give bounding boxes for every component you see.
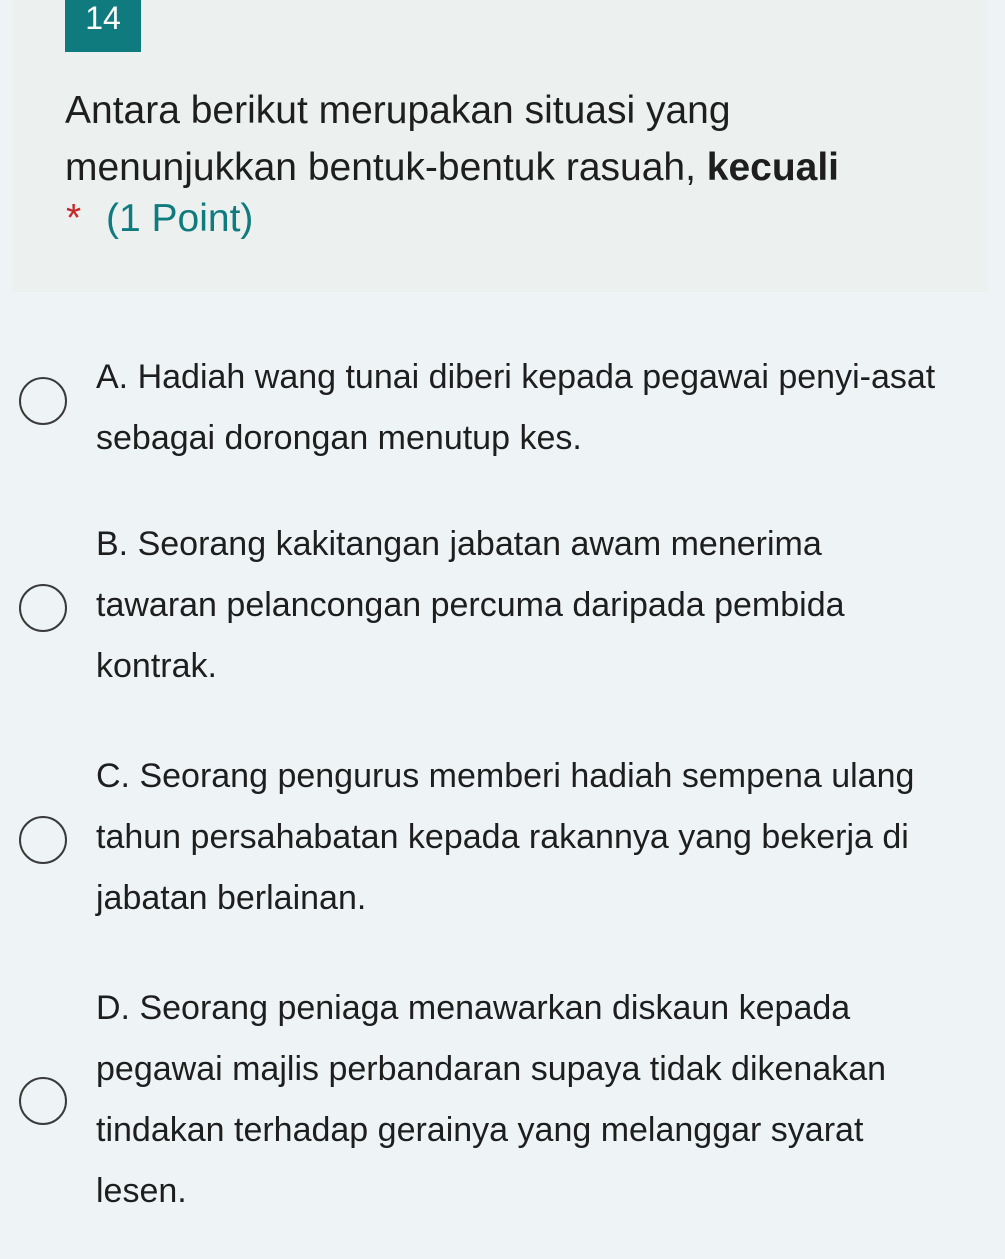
option-c-label: C. Seorang pengurus memberi hadiah sempena ulang tahun persahabatan kepada rakannya yang bekerja di jabatan berlainan.: [96, 757, 915, 917]
option-a-label: A. Hadiah wang tunai diberi kepada pegawai penyi-asat sebagai dorongan menutup kes.: [96, 358, 936, 457]
question-meta: [66, 190, 253, 247]
option-c-radio[interactable]: [19, 816, 67, 864]
option-b-radio[interactable]: [19, 584, 67, 632]
required-asterisk: *: [66, 197, 82, 240]
option-b-label: B. Seorang kakitangan jabatan awam menerima tawaran pelancongan percuma daripada pembida kontrak.: [96, 525, 845, 685]
option-c[interactable]: [0, 746, 1005, 929]
option-d-radio[interactable]: [19, 1077, 67, 1125]
option-a-radio[interactable]: [19, 377, 67, 425]
option-b[interactable]: [0, 514, 1005, 697]
question-text: [65, 82, 965, 196]
option-d-label: D. Seorang peniaga menawarkan diskaun kepada pegawai majlis perbandaran supaya tidak dikenakan tindakan terhadap gerainya yang melanggar syarat lesen.: [96, 989, 887, 1210]
question-points: (1 Point): [106, 197, 254, 240]
option-a[interactable]: [0, 347, 1005, 469]
question-text-emphasis: kecuali: [706, 146, 840, 189]
option-d[interactable]: [0, 978, 1005, 1222]
question-text-plain: Antara berikut merupakan situasi yang menunjukkan bentuk-bentuk rasuah,: [65, 89, 731, 189]
question-number-badge: 14: [65, 0, 141, 52]
